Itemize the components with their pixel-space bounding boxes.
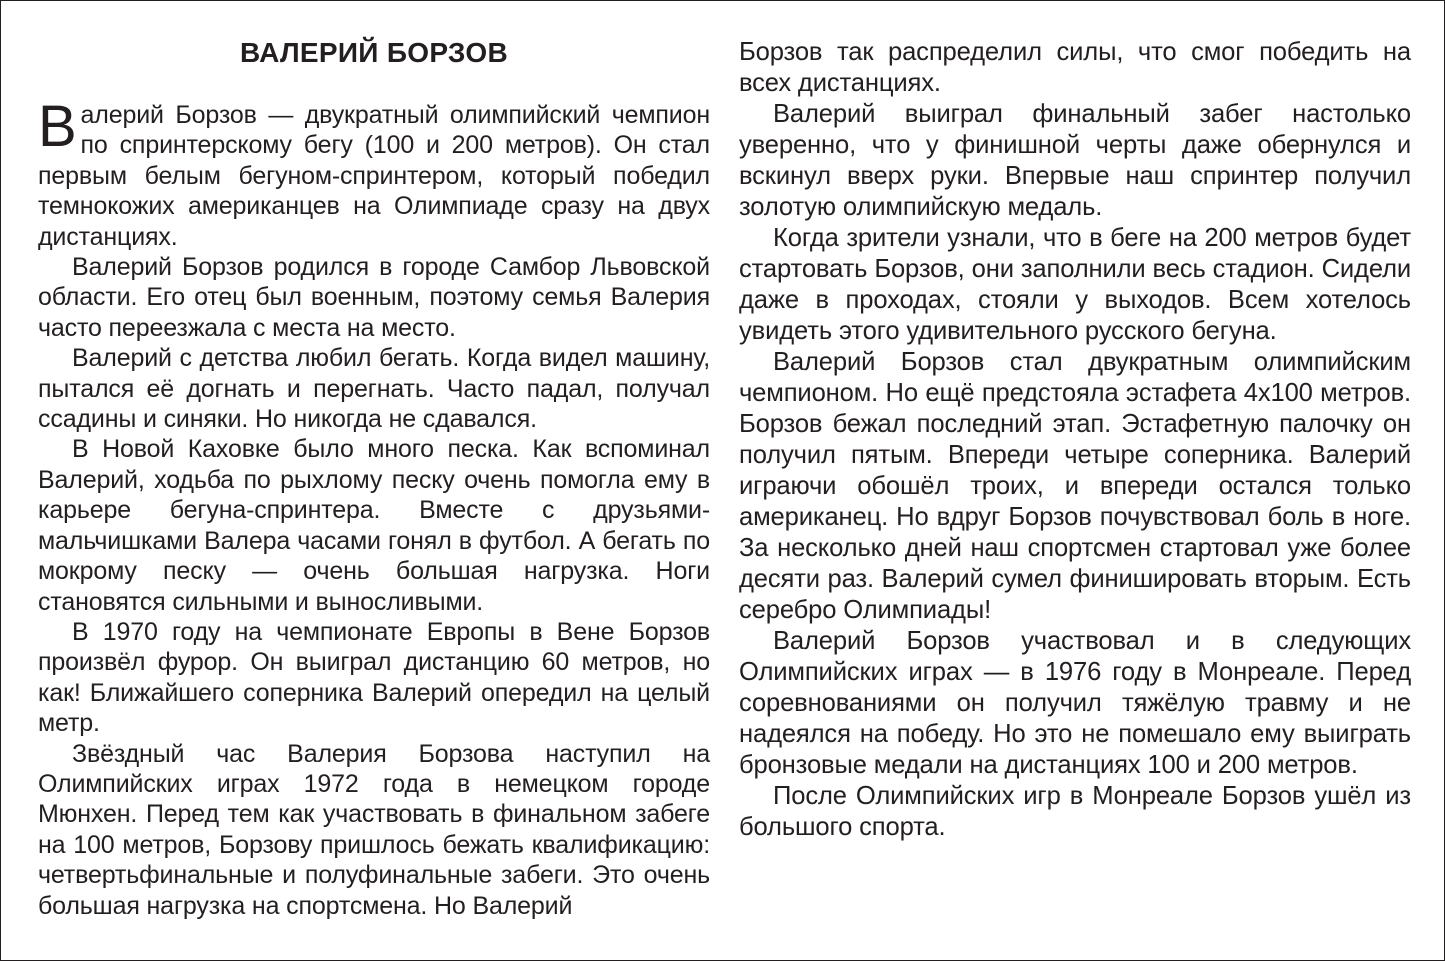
continued-paragraph: Борзов так распределил силы, что смог победить на всех дистанциях. — [739, 38, 1411, 97]
paragraph: Валерий Борзов стал двукратным олимпийским чемпионом. Но ещё предстояла эстафета 4х100 метров. Борзов бежал последний этап. Эстафетную палочку он получил пятым. Впереди четыре соперника. Валерий играючи обошёл троих, и впереди остался только американец. Но вдруг Борзов почувствовал боль в ноге. За несколько дней наш спортсмен стартовал уже более десяти раз. Валерий сумел финишировать вторым. Есть серебро Олимпиады! — [739, 348, 1411, 624]
left-column — [38, 37, 710, 921]
paragraph: После Олимпийских игр в Монреале Борзов ушёл из большого спорта. — [739, 782, 1411, 841]
paragraph: В 1970 году на чемпионате Европы в Вене Борзов произвёл фурор. Он выиграл дистанцию 60 метров, но как! Ближайшего соперника Валерий опередил на целый метр. — [38, 617, 710, 738]
paragraph: Валерий выиграл финальный забег настолько уверенно, что у финишной черты даже обернулся и вскинул вверх руки. Впервые наш спринтер получил золотую олимпийскую медаль. — [739, 100, 1411, 221]
paragraph: В Новой Каховке было много песка. Как вспоминал Валерий, ходьба по рыхлому песку очень помогла ему в карьере бегуна-спринтера. Вместе с друзьями-мальчишками Валера часами гонял в футбол. А бегать по мокрому песку — очень большая нагрузка. Ноги становятся сильными и выносливыми. — [38, 435, 710, 616]
drop-cap: В — [38, 94, 77, 159]
right-column — [739, 37, 1411, 843]
paragraph: Валерий Борзов родился в городе Самбор Львовской области. Его отец был военным, поэтому семья Валерия часто переезжала с места на место. — [38, 253, 710, 342]
paragraph: Звёздный час Валерия Борзова наступил на Олимпийских играх 1972 года в немецком городе Мюнхен. Перед тем как участвовать в финальном забеге на 100 метров, Борзову пришлось бежать квалификацию: четвертьфинальные и полуфинальные забеги. Это очень большая нагрузка на спортсмена. Но Валерий — [38, 739, 710, 920]
paragraph: Когда зрители узнали, что в беге на 200 метров будет стартовать Борзов, они заполнили весь стадион. Сидели даже в проходах, стояли у выходов. Всем хотелось увидеть этого удивительного русского бегуна. — [739, 224, 1411, 345]
article-title: ВАЛЕРИЙ БОРЗОВ — [240, 37, 508, 68]
first-paragraph — [38, 94, 710, 252]
first-paragraph-text: алерий Борзов — двукратный олимпийский чемпион по спринтерскому бегу (100 и 200 метров). Он стал первым белым бегуном-спринтером, который победил темнокожих американцев на Олимпиаде сразу на двух дистанциях. — [38, 101, 710, 251]
paragraph: Валерий с детства любил бегать. Когда видел машину, пытался её догнать и перегнать. Часто падал, получал ссадины и синяки. Но никогда не сдавался. — [38, 344, 710, 434]
paragraph: Валерий Борзов участвовал и в следующих Олимпийских играх — в 1976 году в Монреале. Перед соревнованиями он получил тяжёлую травму и не надеялся на победу. Но это не помешало ему выиграть бронзовые медали на дистанциях 100 и 200 метров. — [739, 627, 1411, 779]
